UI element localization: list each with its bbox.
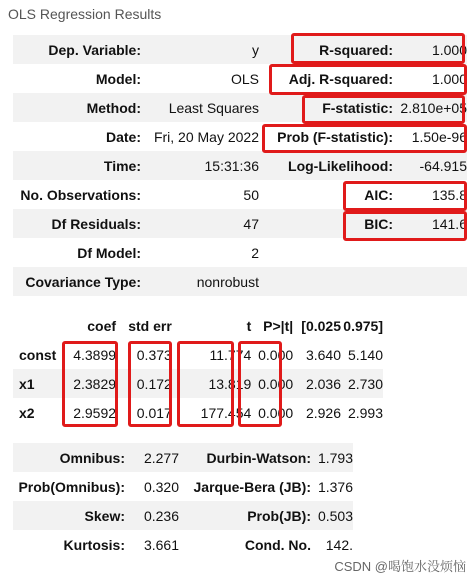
prob-omnibus-value: 0.320 [143,478,179,495]
time-value: 15:31:36 [141,151,259,180]
table-header-row [13,312,383,340]
nobs-value: 50 [243,186,259,203]
omnibus-label: Omnibus: [13,443,125,472]
ci-low-cell: 2.926 [305,404,341,421]
durbin-watson-label: Durbin-Watson: [179,443,311,472]
loglik-value: -64.915 [393,151,467,180]
column-header: std err [128,318,172,334]
coef-cell: 2.3829 [56,369,116,398]
fstat-value: 2.810e+05 [393,93,467,122]
table-caption: OLS Regression Results [8,6,162,22]
method-label: Method: [13,93,141,122]
prob-omnibus-label: Prob(Omnibus): [18,478,125,495]
bic-value: 141.6 [393,209,467,238]
durbin-watson-value: 1.793 [311,443,353,472]
cond-no-value: 142. [325,536,353,553]
cov-type-value: nonrobust [141,267,259,296]
highlight-std-err-column [128,341,172,427]
kurtosis-label: Kurtosis: [63,536,125,553]
ci-low-cell: 2.036 [293,369,341,398]
prob-f-label: Prob (F-statistic): [277,128,393,145]
highlight-p-column [238,341,282,427]
skew-value: 0.236 [125,501,179,530]
t-cell: 13.819 [172,369,251,398]
bic-label: BIC: [259,209,393,238]
date-value: Fri, 20 May 2022 [153,128,259,145]
watermark: CSDN @喝饱水没烦恼 [334,559,466,574]
highlight-t-column [177,341,234,427]
ci-low-cell: 3.640 [305,346,341,363]
column-header: t [246,318,252,334]
nobs-label: No. Observations: [20,186,141,203]
table-row [13,472,353,501]
rsquared-label: R-squared: [259,35,393,64]
std-err-cell: 0.373 [136,346,172,363]
df-resid-value: 47 [141,209,259,238]
p-cell: 0.000 [251,369,293,398]
coef-cell: 2.9592 [73,404,117,421]
highlight-bic [343,211,467,241]
aic-value: 135.8 [431,186,467,203]
df-model-label: Df Model: [77,244,141,261]
model-value: OLS [230,70,259,87]
ci-high-cell: 2.730 [341,369,383,398]
column-header: P>|t| [263,318,294,334]
method-value: Least Squares [141,93,259,122]
model-label: Model: [95,70,141,87]
highlight-aic [343,181,467,211]
adj-rsquared-label: Adj. R-squared: [288,70,393,87]
std-err-cell: 0.172 [116,369,172,398]
table-row [13,530,353,559]
t-cell: 177.454 [200,404,252,421]
coef-cell: 4.3899 [73,346,117,363]
ci-high-cell: 5.140 [347,346,383,363]
column-header: 0.975] [343,318,383,334]
table-row [13,267,467,296]
cov-type-label: Covariance Type: [13,267,141,296]
df-resid-label: Df Residuals: [13,209,141,238]
highlight-coef-column [62,341,118,427]
cond-no-label: Cond. No. [244,536,311,553]
table-row [13,238,467,267]
diagnostics-table [13,443,353,559]
highlight-prob-f [262,124,467,153]
kurtosis-value: 3.661 [143,536,179,553]
adj-rsquared-value: 1.000 [431,70,467,87]
row-label: x2 [19,404,35,421]
skew-label: Skew: [13,501,125,530]
row-label: x1 [13,369,56,398]
row-label: const [19,346,57,363]
df-model-value: 2 [251,244,259,261]
dep-variable-label: Dep. Variable: [13,35,141,64]
highlight-fstat [302,95,465,124]
loglik-label: Log-Likelihood: [259,151,393,180]
prob-jb-label: Prob(JB): [179,501,311,530]
fstat-label: F-statistic: [259,93,393,122]
dep-variable-value: y [141,35,259,64]
table-row [13,151,467,180]
omnibus-value: 2.277 [125,443,179,472]
std-err-cell: 0.017 [136,404,172,421]
jarque-bera-value: 1.376 [317,478,353,495]
column-header: coef [87,318,117,334]
table-row [13,501,353,530]
date-label: Date: [105,128,141,145]
p-cell: 0.000 [258,346,294,363]
t-cell: 11.774 [209,346,252,363]
jarque-bera-label: Jarque-Bera (JB): [193,478,311,495]
time-label: Time: [13,151,141,180]
table-row [13,443,353,472]
p-cell: 0.000 [258,404,294,421]
column-header: [0.025 [301,318,341,334]
highlight-rsquared [291,33,465,64]
aic-label: AIC: [364,186,393,203]
prob-f-value: 1.50e-96 [411,128,467,145]
highlight-adj-rsquared [269,64,467,95]
prob-jb-value: 0.503 [311,501,353,530]
ci-high-cell: 2.993 [347,404,383,421]
rsquared-value: 1.000 [393,35,467,64]
